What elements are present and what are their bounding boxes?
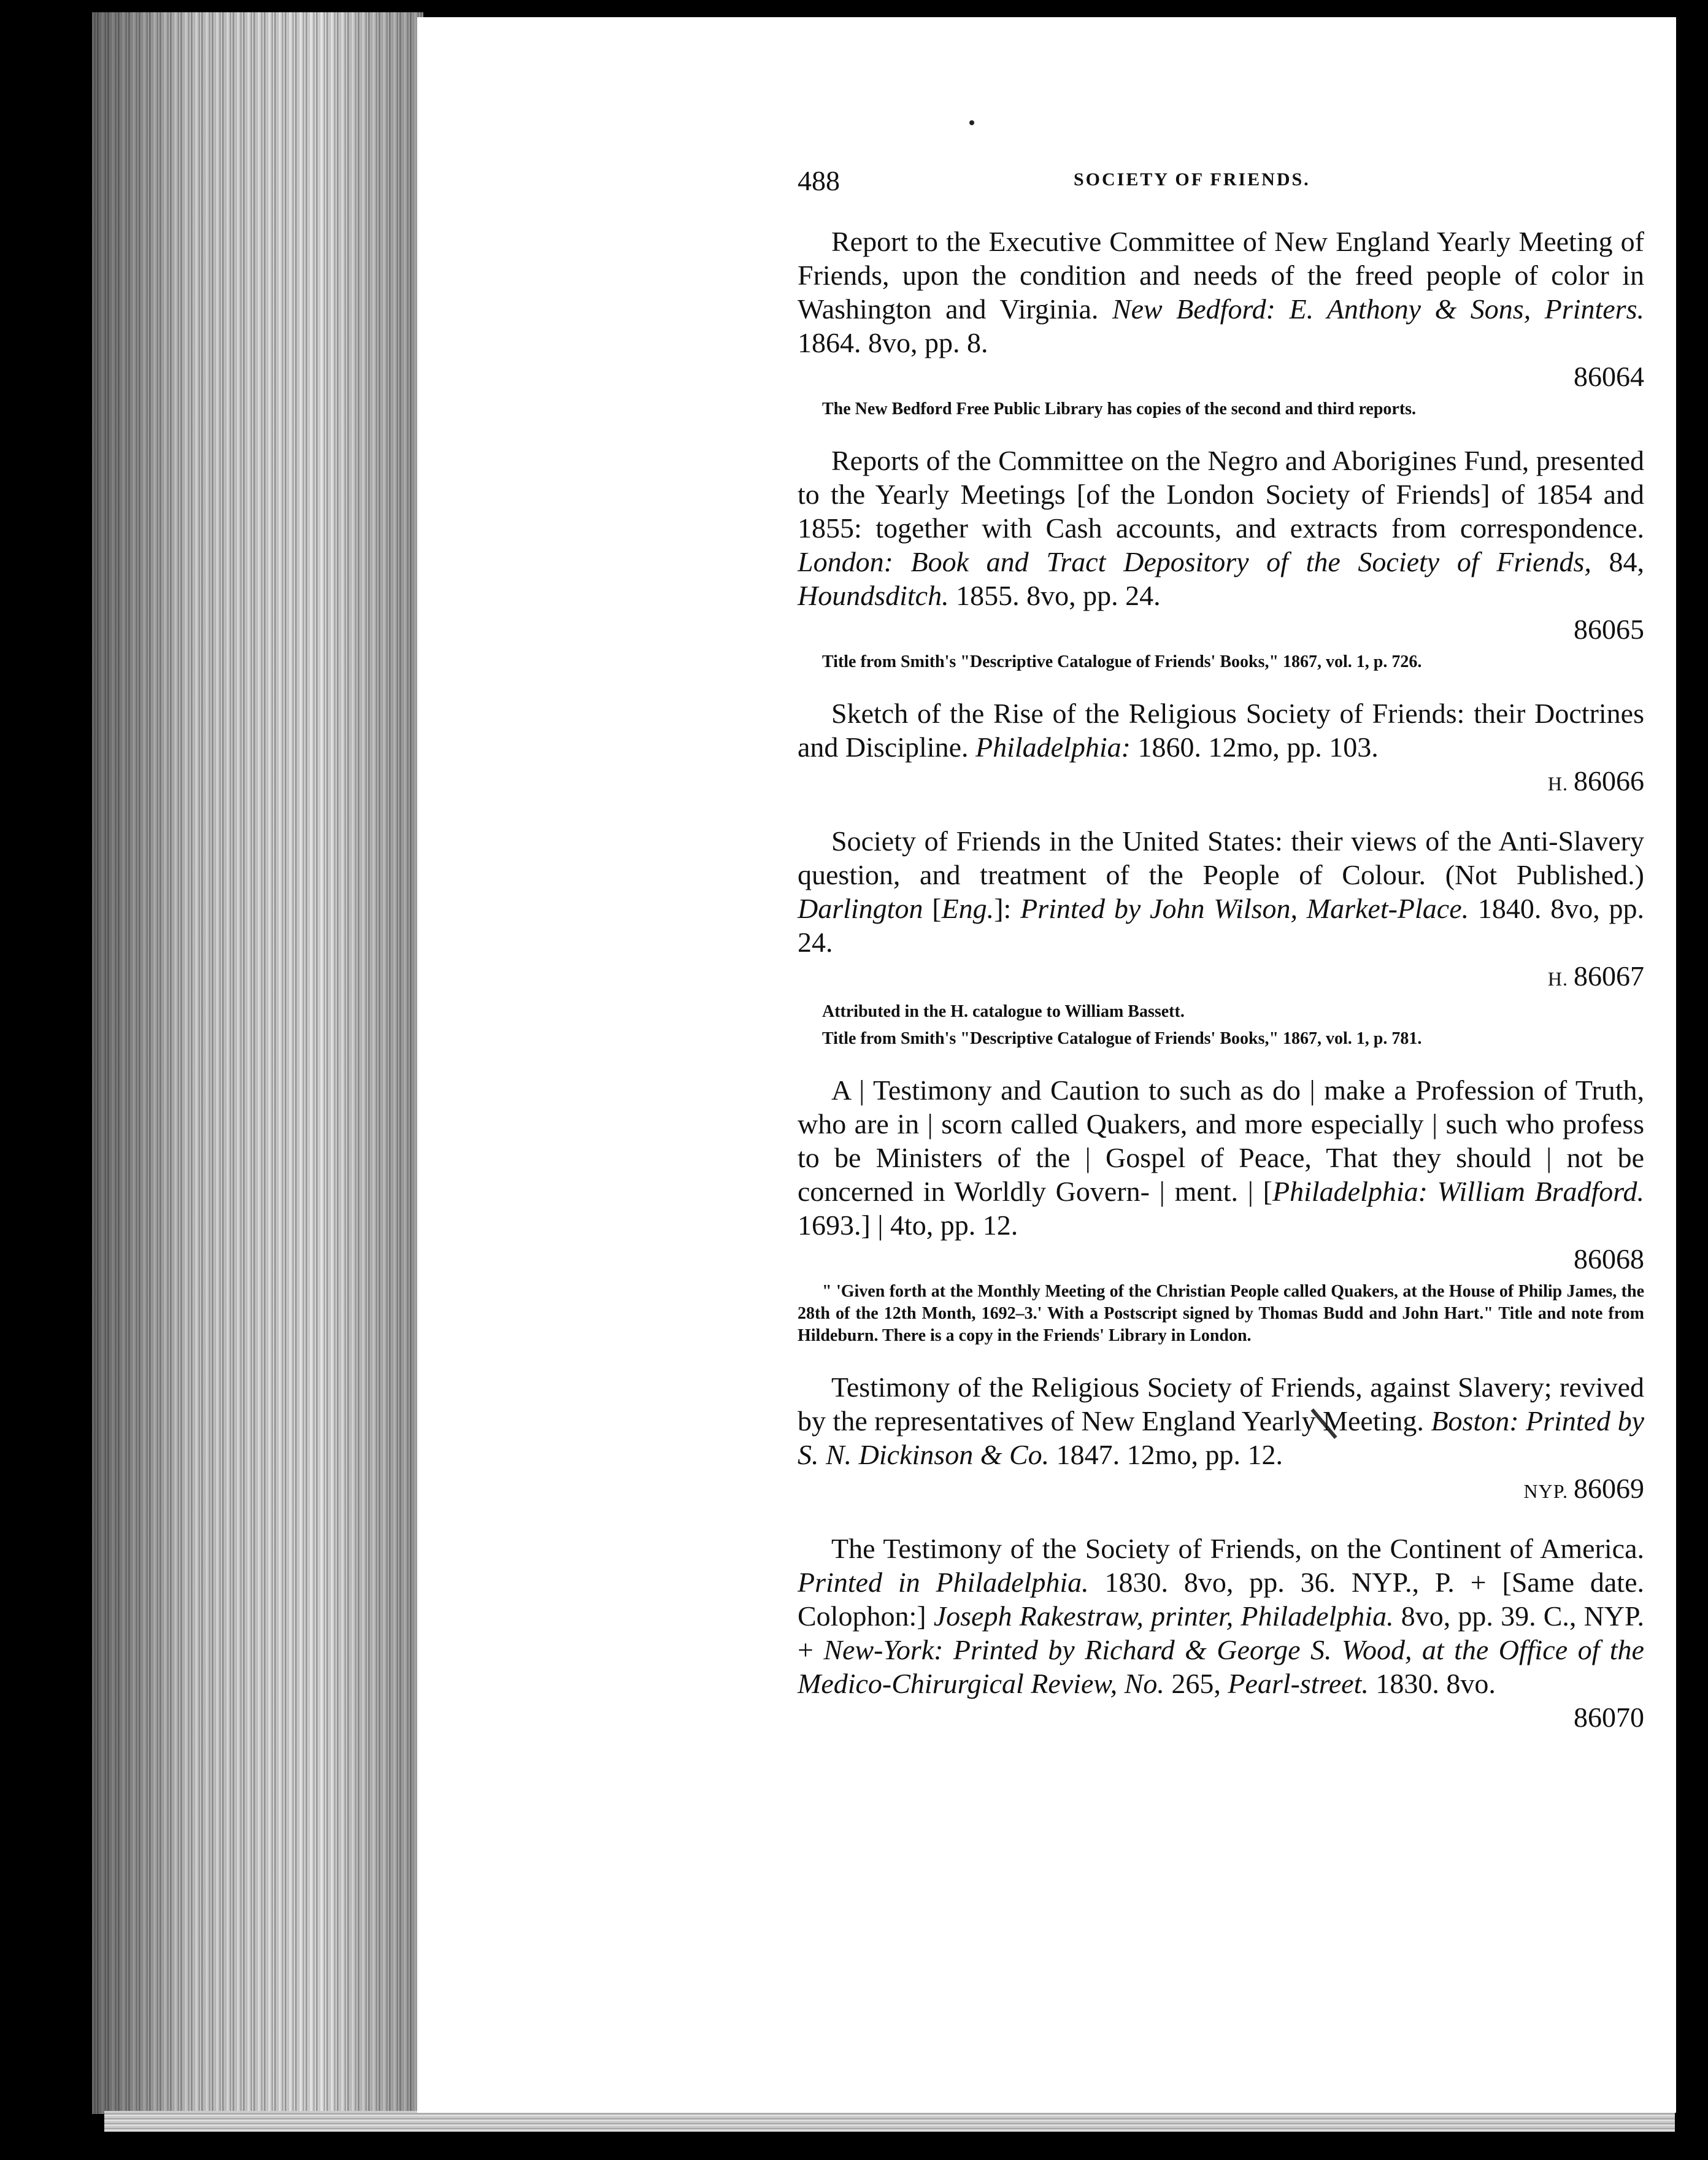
entry-title-text: 265, [1164, 1668, 1228, 1699]
entry-title-text: 1860. 12mo, pp. 103. [1130, 731, 1379, 763]
library-location-code: H. [1547, 968, 1574, 990]
entry-imprint-italic: Eng. [941, 893, 994, 924]
entry-imprint-italic: New-York: Printed by Richard & George S. Wood, at the Office of the Medico-Chirurgical Review, No. [798, 1634, 1644, 1699]
catalogue-entry [798, 444, 1644, 673]
entry-text [798, 696, 1644, 764]
library-location-code: NYP. [1523, 1480, 1574, 1502]
entry-imprint-italic: Houndsditch. [798, 580, 949, 611]
entry-number-line [798, 1472, 1644, 1508]
entry-number-line [798, 612, 1644, 646]
entry-title-text: 84, [1591, 546, 1644, 577]
entry-imprint-italic: Darlington [798, 893, 923, 924]
entry-title-text: Report to the Executive Committee of New England Yearly Meeting of Friends, upon the condition and needs of the freed people of color in Washington and Virginia. [798, 226, 1644, 325]
catalogue-number: 86066 [1574, 765, 1644, 796]
entry-number-line [798, 360, 1644, 393]
entry-imprint-italic: Boston: Printed by S. N. Dickinson & Co. [798, 1405, 1644, 1470]
entry-number-line [798, 764, 1644, 801]
entry-note: Attributed in the H. catalogue to William Bassett. [822, 1002, 1185, 1021]
page-number: 488 [798, 165, 840, 196]
entry-imprint-italic: Printed by John Wilson, Market-Place. [1020, 893, 1469, 924]
catalogue-entry [798, 225, 1644, 420]
entry-note: The New Bedford Free Public Library has copies of the second and third reports. [822, 399, 1417, 418]
entry-title-text: 1855. 8vo, pp. 24. [948, 580, 1161, 611]
catalogue-number: 86069 [1574, 1473, 1644, 1504]
entry-title-text: A | Testimony and Caution to such as do | make a Profession of Truth, who are in | scorn called Quakers, and more especially | such who profess to be Ministers of the | Gospel of Peace, That they should | not be concerned in Worldly Govern- | ment. | [ [798, 1074, 1644, 1207]
page-bottom-edge [104, 2111, 1675, 2132]
entry-text [798, 824, 1644, 959]
running-title: SOCIETY OF FRIENDS. [1074, 169, 1310, 190]
entry-number-line [798, 959, 1644, 996]
entry-note: Title from Smith's "Descriptive Catalogue of Friends' Books," 1867, vol. 1, p. 781. [822, 1029, 1422, 1048]
entry-title-text: 8vo, pp. 39. C., NYP. + [798, 1600, 1645, 1665]
library-location-code: H. [1547, 773, 1574, 795]
entry-title-text: Reports of the Committee on the Negro and Aborigines Fund, presented to the Yearly Meetings [of the London Society of Friends] of 1854 and 1855: together with Cash accounts, and extracts from correspondence. [798, 445, 1644, 544]
catalogue-number: 86065 [1574, 614, 1644, 645]
catalogue-entry [798, 1370, 1644, 1508]
entry-number-line [798, 1242, 1644, 1276]
catalogue-number: 86068 [1574, 1243, 1644, 1275]
entry-text [798, 1370, 1644, 1472]
entry-title-text: 1864. 8vo, pp. 8. [798, 327, 988, 358]
catalogue-entry [798, 824, 1644, 1050]
entries-list [798, 225, 1644, 1734]
entry-title-text: 1693.] | 4to, pp. 12. [798, 1209, 1018, 1241]
catalogue-number: 86070 [1574, 1702, 1644, 1733]
entry-title-text: The Testimony of the Society of Friends, on the Continent of America. [831, 1533, 1644, 1564]
entry-title-text: 1847. 12mo, pp. 12. [1049, 1439, 1283, 1470]
catalogue-number: 86064 [1574, 361, 1644, 392]
catalogue-entry [798, 1532, 1644, 1734]
entry-text [798, 225, 1644, 360]
entry-imprint-italic: Philadelphia: William Bradford. [1272, 1176, 1644, 1207]
catalogue-entry [798, 696, 1644, 801]
entry-note: " 'Given forth at the Monthly Meeting of the Christian People called Quakers, at the House of Philip James, the 28th of the 12th Month, 1692–3.' With a Postscript signed by Thomas Budd and John Hart." Title and note from Hildeburn. There is a copy in the Friends' Library in London. [798, 1282, 1644, 1345]
speck-mark [969, 120, 974, 125]
entry-title-text: Sketch of the Rise of the Religious Society of Friends: their Doctrines and Discipline. [798, 698, 1644, 763]
entry-title-text: Testimony of the Religious Society of Friends, against Slavery; revived by the representatives of New England Yearly Meeting. [798, 1371, 1644, 1437]
catalogue-entry [798, 1073, 1644, 1347]
entry-title-text: Society of Friends in the United States: their views of the Anti-Slavery question, and treatment of the People of Colour. (Not Published.) [798, 825, 1644, 890]
entry-imprint-italic: New Bedford: E. Anthony & Sons, Printers. [1112, 293, 1644, 325]
entry-imprint-italic: Pearl-street. [1228, 1668, 1369, 1699]
entry-imprint-italic: Joseph Rakestraw, printer, Philadelphia. [933, 1600, 1394, 1632]
entry-note: Title from Smith's "Descriptive Catalogue of Friends' Books," 1867, vol. 1, p. 726. [822, 652, 1422, 671]
entry-title-text: 1830. 8vo. [1368, 1668, 1496, 1699]
entry-imprint-italic: Philadelphia: [975, 731, 1131, 763]
entry-title-text: 1840. 8vo, pp. 24. [798, 893, 1644, 958]
entry-title-text: ]: [994, 893, 1021, 924]
entry-title-text: [ [923, 893, 942, 924]
text-block [798, 164, 1644, 1734]
entry-imprint-italic: Printed in Philadelphia. [798, 1567, 1089, 1598]
entry-title-text: 1830. 8vo, pp. 36. NYP., P. + [Same date. Colophon:] [798, 1567, 1644, 1632]
entry-text [798, 444, 1644, 612]
running-head [798, 164, 1644, 207]
entry-text [798, 1073, 1644, 1242]
entry-text [798, 1532, 1644, 1700]
page-edges-shadow [92, 12, 423, 2114]
entry-imprint-italic: London: Book and Tract Depository of the Society of Friends, [798, 546, 1591, 577]
entry-number-line [798, 1700, 1644, 1734]
catalogue-number: 86067 [1574, 960, 1644, 992]
